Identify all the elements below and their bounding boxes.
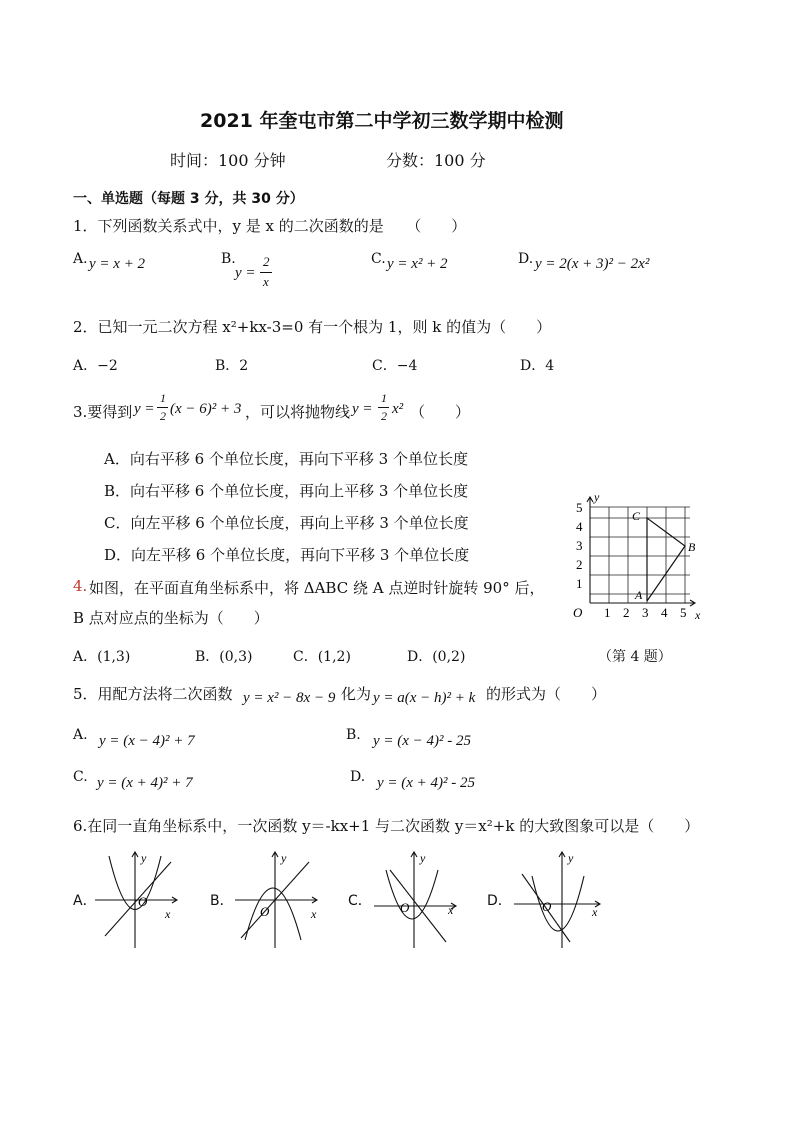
q4-point-a-label: A — [635, 588, 643, 602]
q6-b-x: x — [311, 907, 317, 921]
q1-label-b: B. — [221, 251, 236, 267]
q4-option-b: B．(0,3) — [195, 649, 253, 665]
q1-option-b-lhs: y = — [235, 265, 256, 281]
q5-option-a: y = (x − 4)² + 7 — [99, 733, 195, 749]
q4-x-axis-label: x — [695, 608, 701, 621]
q3-expr1-den: 2 — [160, 409, 166, 423]
q3-middle: ，可以将抛物线 — [245, 403, 351, 421]
q6-c-origin: O — [400, 900, 410, 915]
q3-option-a: A．向右平移 6 个单位长度，再向下平移 3 个单位长度 — [104, 450, 468, 468]
q4-y-axis-label: y — [594, 493, 600, 504]
q4-xtick-2: 2 — [623, 605, 630, 620]
q6-label-d: D． — [487, 893, 512, 909]
q6-a-y: y — [141, 851, 147, 865]
q6-a-x: x — [165, 907, 171, 921]
q5-label-a: A. — [73, 727, 88, 743]
q6-a-origin: O — [138, 894, 148, 909]
q1-stem: 1．下列函数关系式中，y 是 x 的二次函数的是 （ ） — [73, 217, 467, 235]
section-heading: 一、单选题（每题 3 分，共 30 分） — [73, 191, 304, 207]
q3-expr1-lhs: y = — [134, 401, 155, 417]
q4-ytick-3: 3 — [576, 538, 583, 553]
q6-graph-b — [233, 848, 323, 953]
q3-option-d: D．向左平移 6 个单位长度，再向下平移 3 个单位长度 — [104, 546, 470, 564]
q1-option-c: y = x² + 2 — [387, 256, 448, 272]
q1-label-d: D. — [518, 251, 534, 267]
q5-option-c: y = (x + 4)² + 7 — [97, 775, 193, 791]
q4-stem: 如图，在平面直角坐标系中，将 ΔABC 绕 A 点逆时针旋转 90° 后， — [89, 579, 545, 597]
q6-label-c: C． — [348, 893, 372, 909]
q1-option-d: y = 2(x + 3)² − 2x² — [535, 256, 650, 272]
q4-xtick-1: 1 — [604, 605, 611, 620]
q4-ytick-4: 4 — [576, 519, 583, 534]
q3-expr1-rest: (x − 6)² + 3 — [170, 401, 242, 417]
q3-expr2-num: 1 — [381, 391, 387, 405]
q3-expr1-num: 1 — [160, 391, 166, 405]
q6-label-b: B． — [210, 893, 234, 909]
q4-origin: O — [573, 605, 583, 620]
q4-ytick-2: 2 — [576, 557, 583, 572]
q2-option-a: A．−2 — [73, 358, 118, 374]
q3-option-c: C．向左平移 6 个单位长度，再向上平移 3 个单位长度 — [104, 514, 469, 532]
q4-coordinate-figure — [563, 493, 703, 621]
q3-suffix: （ ） — [410, 403, 471, 421]
q3-expr2-lhs: y = — [352, 401, 373, 417]
exam-time: 时间：100 分钟 — [170, 151, 286, 170]
q4-xtick-4: 4 — [661, 605, 668, 620]
q4-point-b-label: B — [688, 540, 696, 554]
q5-label-c: C. — [73, 769, 88, 785]
q6-d-origin: O — [542, 899, 552, 914]
page-title: 2021 年奎屯市第二中学初三数学期中检测 — [200, 110, 564, 132]
q5-stem-b: 化为 — [341, 685, 372, 703]
q5-label-b: B. — [346, 727, 361, 743]
q5-stem-a: 5．用配方法将二次函数 — [73, 685, 233, 703]
q2-option-b: B．2 — [215, 358, 249, 374]
q1-label-a: A. — [73, 251, 88, 267]
q3-expr2-den: 2 — [381, 409, 387, 423]
q5-label-d: D. — [350, 769, 366, 785]
q4-point-c-label: C — [632, 509, 641, 523]
q6-graph-d — [512, 848, 612, 953]
q6-c-y: y — [420, 851, 426, 865]
q6-b-origin: O — [260, 904, 270, 919]
q4-option-c: C．(1,2) — [293, 649, 351, 665]
q4-figure-caption: （第 4 题） — [598, 649, 672, 665]
q5-option-d: y = (x + 4)² - 25 — [377, 775, 476, 791]
q6-graph-c — [372, 848, 462, 953]
q4-xtick-5: 5 — [680, 605, 687, 620]
q4-ytick-5: 5 — [576, 500, 583, 515]
q6-c-x: x — [448, 903, 454, 917]
q3-expr2-rest: x² — [392, 401, 404, 417]
q3-option-b: B．向右平移 6 个单位长度，再向上平移 3 个单位长度 — [104, 482, 469, 500]
q3-expr1-bar — [157, 407, 168, 408]
q4-number: 4. — [73, 577, 88, 595]
q6-d-x: x — [592, 905, 598, 919]
q5-expr: y = x² − 8x − 9 — [243, 690, 336, 706]
q2-stem: 2．已知一元二次方程 x²+kx-3=0 有一个根为 1，则 k 的值为（ ） — [73, 318, 552, 336]
q5-target: y = a(x − h)² + k — [373, 690, 476, 706]
q1-fraction-bar — [260, 272, 272, 273]
q1-option-b-num: 2 — [263, 254, 270, 269]
q6-stem: 6.在同一直角坐标系中，一次函数 y＝-kx+1 与二次函数 y＝x²+k 的大致图象可以是（ ） — [73, 817, 700, 835]
q4-xtick-3: 3 — [642, 605, 649, 620]
q3-prefix: 3.要得到 — [73, 403, 133, 421]
q4-option-a: A．(1,3) — [73, 649, 131, 665]
q2-option-c: C．−4 — [372, 358, 418, 374]
q4-ytick-1: 1 — [576, 576, 583, 591]
q3-expr2-bar — [378, 407, 389, 408]
q6-d-y: y — [568, 851, 574, 865]
q1-option-b-den: x — [263, 274, 269, 289]
q4-option-d: D．(0,2) — [407, 649, 466, 665]
q4-stem-2: B 点对应点的坐标为（ ） — [73, 609, 269, 627]
q5-stem-c: 的形式为（ ） — [486, 685, 607, 703]
q1-option-a: y = x + 2 — [89, 256, 146, 272]
q2-option-d: D．4 — [520, 358, 555, 374]
q6-graph-a — [93, 848, 183, 953]
exam-score: 分数：100 分 — [386, 151, 486, 170]
q6-label-a: A． — [73, 893, 97, 909]
q1-label-c: C. — [371, 251, 386, 267]
q5-option-b: y = (x − 4)² - 25 — [373, 733, 472, 749]
q6-b-y: y — [281, 851, 287, 865]
